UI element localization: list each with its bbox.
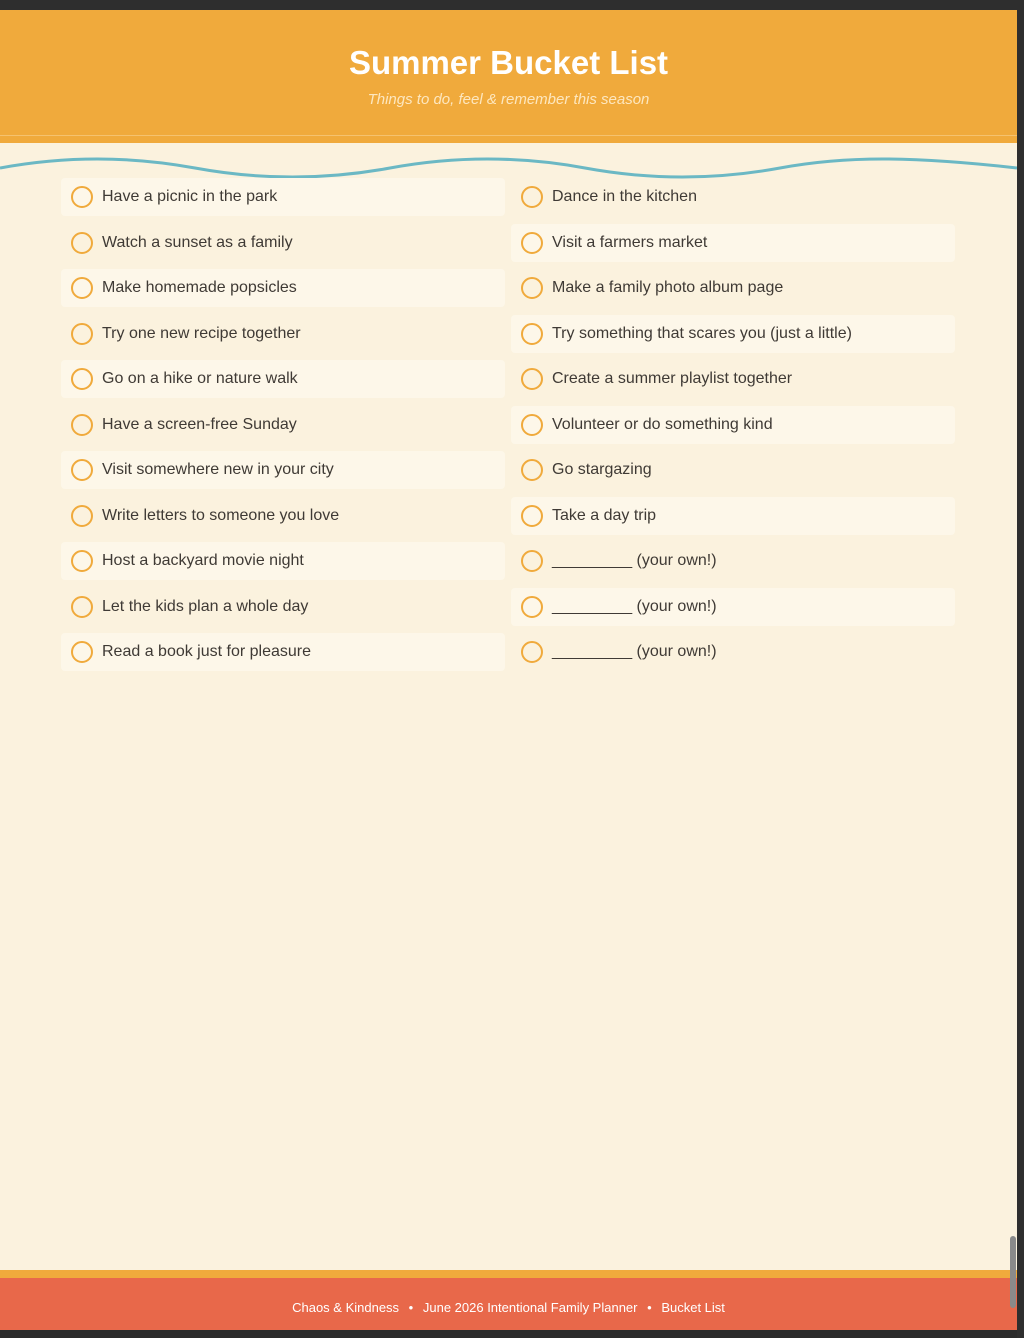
checkbox-circle[interactable] [71,277,93,299]
checklist-item[interactable] [511,406,955,444]
checkbox-circle[interactable] [521,232,543,254]
checklist-item[interactable] [61,451,505,489]
checklist-item-label: Make a family photo album page [552,279,784,296]
checklist-item-label: Go on a hike or nature walk [102,370,298,387]
checklist-item-label: Create a summer playlist together [552,370,793,387]
checkbox-circle[interactable] [521,368,543,390]
checklist-item-label: Watch a sunset as a family [102,234,293,251]
checklist-item-label: Read a book just for pleasure [102,643,312,660]
footer-text [0,1300,1017,1315]
checklist-item[interactable] [61,497,505,535]
checklist-item-label: Visit somewhere new in your city [102,461,334,478]
checklist-item[interactable] [511,360,955,398]
checklist-item[interactable] [61,360,505,398]
checklist-item[interactable] [511,178,955,216]
checkbox-circle[interactable] [71,550,93,572]
checklist-item[interactable] [511,542,955,580]
checkbox-circle[interactable] [521,277,543,299]
checkbox-circle[interactable] [521,414,543,436]
checklist-item[interactable] [61,406,505,444]
checkbox-circle[interactable] [521,641,543,663]
checklist-item[interactable] [511,269,955,307]
checkbox-circle[interactable] [521,459,543,481]
checklist-item[interactable] [511,633,955,671]
checklist-item-label: Try something that scares you (just a little) [552,325,852,342]
checklist-item-label: Dance in the kitchen [552,188,697,205]
checklist-item-label: Go stargazing [552,461,652,478]
checkbox-circle[interactable] [71,186,93,208]
page-subtitle: Things to do, feel & remember this season [367,91,650,108]
footer-separator: • [408,1300,414,1315]
checklist-item-label: Write letters to someone you love [102,507,340,524]
scrollbar-thumb[interactable] [1010,1236,1016,1308]
checklist-item[interactable] [511,315,955,353]
checkbox-circle[interactable] [521,186,543,208]
checklist-item-label: Have a picnic in the park [102,188,278,205]
checklist-item-label: _________ (your own!) [552,552,717,569]
checklist-item[interactable] [511,224,955,262]
checklist-item-label: Make homemade popsicles [102,279,297,296]
window-top-edge [0,0,1024,10]
checklist-item-label: Have a screen-free Sunday [102,416,297,433]
checklist-item-label: _________ (your own!) [552,643,717,660]
checkbox-circle[interactable] [71,596,93,618]
checklist-item[interactable] [511,451,955,489]
checklist-item-label: _________ (your own!) [552,598,717,615]
checklist-item-label: Let the kids plan a whole day [102,598,309,615]
checklist-item[interactable] [61,633,505,671]
checkbox-circle[interactable] [71,459,93,481]
checklist-item[interactable] [511,497,955,535]
checklist-item[interactable] [61,224,505,262]
checkbox-circle[interactable] [521,550,543,572]
checklist-item[interactable] [61,588,505,626]
footer-separator: • [647,1300,652,1315]
checkbox-circle[interactable] [521,323,543,345]
header-divider [0,135,1017,136]
checklist-item-label: Host a backyard movie night [102,552,304,569]
checklist-item[interactable] [61,315,505,353]
checkbox-circle[interactable] [521,505,543,527]
checklist-item-label: Volunteer or do something kind [552,416,773,433]
page-footer [0,1278,1017,1330]
checkbox-circle[interactable] [521,596,543,618]
checkbox-circle[interactable] [71,323,93,345]
checkbox-circle[interactable] [71,414,93,436]
footer-section-name: Bucket List [661,1300,725,1315]
checklist-item[interactable] [511,588,955,626]
window-right-edge [1017,10,1024,1338]
page-header [0,10,1017,143]
checkbox-circle[interactable] [71,641,93,663]
checklist-item[interactable] [61,269,505,307]
checklist-item[interactable] [61,178,505,216]
checkbox-circle[interactable] [71,505,93,527]
planner-page [0,10,1017,1330]
footer-brand: Chaos & Kindness [292,1300,400,1315]
page-title: Summer Bucket List [348,44,669,81]
footer-planner-name: June 2026 Intentional Family Planner [422,1300,638,1315]
checkbox-circle[interactable] [71,232,93,254]
checklist-item-label: Visit a farmers market [552,234,708,251]
checklist-item[interactable] [61,542,505,580]
footer-stripe [0,1270,1017,1278]
checklist-item-label: Try one new recipe together [102,325,301,342]
checkbox-circle[interactable] [71,368,93,390]
checklist-item-label: Take a day trip [552,507,657,524]
